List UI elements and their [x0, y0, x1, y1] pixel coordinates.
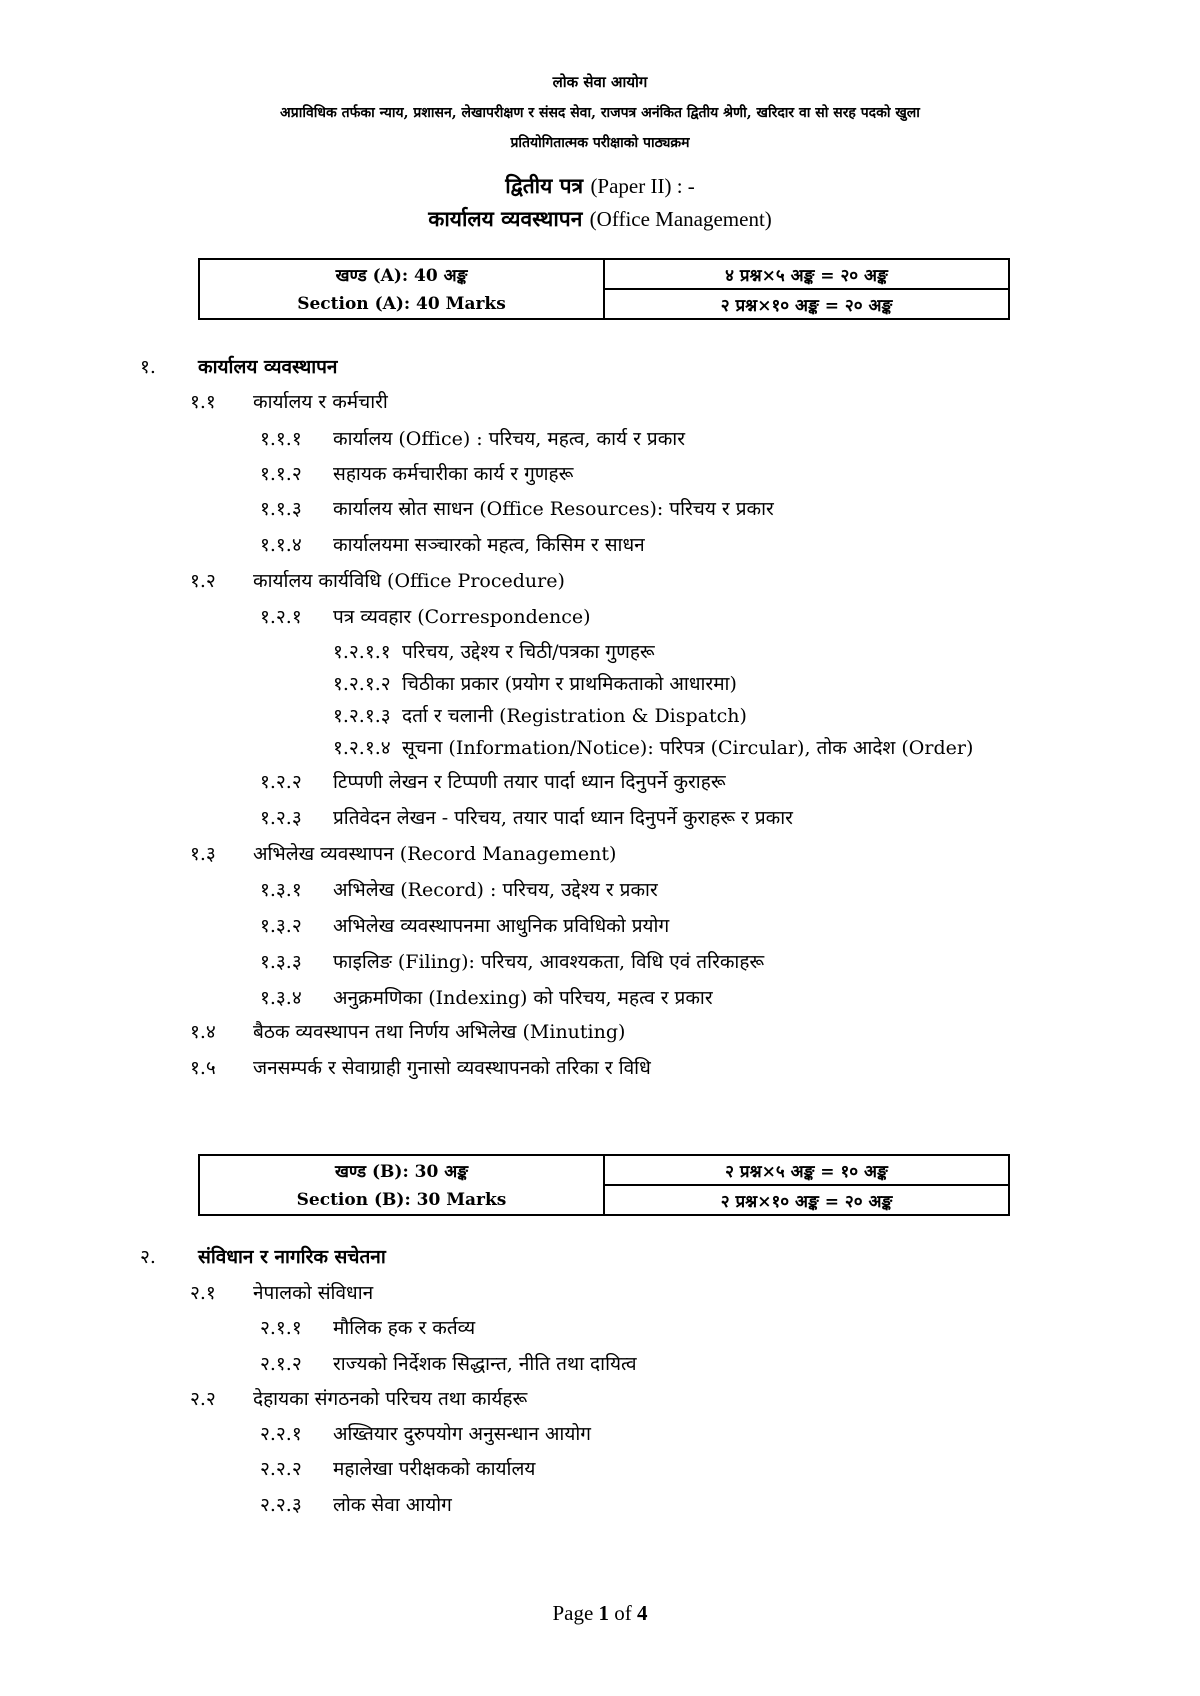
outline-text: परिचय, उद्देश्य र चिठी/पत्रका गुणहरू: [402, 641, 655, 663]
outline-text: महालेखा परीक्षकको कार्यालय: [333, 1458, 536, 1480]
paper-title-np: द्वितीय पत्र: [505, 173, 584, 198]
outline-number: १.३: [190, 843, 216, 865]
outline-number: १.३.१: [260, 879, 302, 901]
outline-number: २.२.१: [260, 1423, 302, 1445]
outline-number: १.३.४: [260, 987, 302, 1009]
syllabus-subtitle-line-1: अप्राविधिक तर्फका न्याय, प्रशासन, लेखापरीक्षण र संसद सेवा, राजपत्र अनंकित द्वितीय श्रेणी, खरिदार वा सो सरह पदको खुला: [280, 105, 920, 121]
outline-number: १.२.१.४: [333, 737, 391, 759]
outline-text: बैठक व्यवस्थापन तथा निर्णय अभिलेख (Minuting): [253, 1021, 626, 1043]
outline-number: १.४: [190, 1021, 216, 1043]
outline-text: कार्यालय र कर्मचारी: [253, 391, 388, 413]
outline-number: २.२.३: [260, 1494, 302, 1516]
outline-text: संविधान र नागरिक सचेतना: [198, 1246, 386, 1268]
footer-current-page: 1: [598, 1601, 610, 1625]
syllabus-subtitle-line-2: प्रतियोगितात्मक परीक्षाको पाठ्यक्रम: [510, 135, 690, 151]
outline-text: मौलिक हक र कर्तव्य: [333, 1317, 476, 1339]
outline-number: १.५: [190, 1057, 216, 1079]
outline-number: १.१.४: [260, 534, 302, 556]
outline-number: १.३.३: [260, 951, 302, 973]
section-b-marks-row-1: २ प्रश्न×५ अङ्क = १० अङ्क: [604, 1155, 1009, 1185]
outline-number: २.१: [190, 1282, 216, 1304]
section-b-label-en: Section (B): 30 Marks: [199, 1185, 604, 1215]
outline-number: २.१.२: [260, 1353, 302, 1375]
outline-number: १.२.३: [260, 807, 302, 829]
paper-title-en: (Paper II) : -: [590, 174, 695, 198]
outline-text: नेपालको संविधान: [253, 1282, 374, 1304]
outline-text: अभिलेख व्यवस्थापन (Record Management): [253, 843, 617, 865]
section-b-marks-row-2: २ प्रश्न×१० अङ्क = २० अङ्क: [604, 1185, 1009, 1215]
footer-page-word: Page: [552, 1601, 594, 1625]
outline-number: १.२.२: [260, 771, 302, 793]
outline-number: १.१.२: [260, 463, 302, 485]
outline-text: अभिलेख (Record) : परिचय, उद्देश्य र प्रकार: [333, 879, 658, 901]
outline-number: १.३.२: [260, 915, 302, 937]
outline-number: १.१: [190, 391, 216, 413]
page-footer: [0, 1601, 1200, 1626]
outline-text: कार्यालयमा सञ्चारको महत्व, किसिम र साधन: [333, 534, 645, 556]
footer-total-pages: 4: [637, 1601, 648, 1625]
outline-number: १.१.१: [260, 428, 302, 450]
subject-title-en: (Office Management): [589, 207, 772, 231]
outline-text: टिप्पणी लेखन र टिप्पणी तयार पार्दा ध्यान दिनुपर्ने कुराहरू: [333, 771, 726, 793]
outline-text: पत्र व्यवहार (Correspondence): [333, 606, 591, 628]
org-title: लोक सेवा आयोग: [552, 73, 648, 91]
outline-number: १.२.१.३: [333, 705, 391, 727]
section-a-marks-row-1: ४ प्रश्न×५ अङ्क = २० अङ्क: [604, 259, 1009, 289]
outline-number: १.२.१: [260, 606, 302, 628]
outline-text: दर्ता र चलानी (Registration & Dispatch): [402, 705, 747, 727]
outline-text: लोक सेवा आयोग: [333, 1494, 452, 1516]
outline-number: २.२.२: [260, 1458, 302, 1480]
section-b-label-np: खण्ड (B): 30 अङ्क: [199, 1155, 604, 1185]
outline-text: कार्यालय व्यवस्थापन: [198, 356, 338, 378]
outline-number: १.: [140, 356, 156, 378]
outline-text: सूचना (Information/Notice): परिपत्र (Circular), तोक आदेश (Order): [402, 737, 974, 759]
outline-text: अनुक्रमणिका (Indexing) को परिचय, महत्व र प्रकार: [333, 987, 713, 1009]
footer-of-word: of: [614, 1601, 632, 1625]
outline-number: २.: [140, 1246, 156, 1268]
outline-number: २.२: [190, 1388, 216, 1410]
outline-text: कार्यालय स्रोत साधन (Office Resources): परिचय र प्रकार: [333, 498, 774, 520]
outline-text: राज्यको निर्देशक सिद्धान्त, नीति तथा दायित्व: [333, 1353, 637, 1375]
outline-number: १.१.३: [260, 498, 302, 520]
outline-text: देहायका संगठनको परिचय तथा कार्यहरू: [253, 1388, 528, 1410]
outline-text: कार्यालय कार्यविधि (Office Procedure): [253, 570, 565, 592]
section-a-label-en: Section (A): 40 Marks: [199, 289, 604, 319]
paper-title: [0, 172, 1200, 200]
outline-text: सहायक कर्मचारीका कार्य र गुणहरू: [333, 463, 574, 485]
subject-title-np: कार्यालय व्यवस्थापन: [428, 206, 583, 231]
outline-text: कार्यालय (Office) : परिचय, महत्व, कार्य र प्रकार: [333, 428, 685, 450]
outline-text: जनसम्पर्क र सेवाग्राही गुनासो व्यवस्थापनको तरिका र विधि: [253, 1057, 651, 1079]
section-a-marks-table: [198, 258, 1010, 320]
outline-number: १.२.१.१: [333, 641, 391, 663]
outline-text: फाइलिङ (Filing): परिचय, आवश्यकता, विधि एवं तरिकाहरू: [333, 951, 765, 973]
outline-text: अख्तियार दुरुपयोग अनुसन्धान आयोग: [333, 1423, 591, 1445]
section-a-marks-row-2: २ प्रश्न×१० अङ्क = २० अङ्क: [604, 289, 1009, 319]
outline-number: २.१.१: [260, 1317, 302, 1339]
outline-text: अभिलेख व्यवस्थापनमा आधुनिक प्रविधिको प्रयोग: [333, 915, 670, 937]
outline-number: १.२.१.२: [333, 673, 391, 695]
outline-number: १.२: [190, 570, 216, 592]
section-b-marks-table: [198, 1154, 1010, 1216]
subject-title: [0, 205, 1200, 233]
outline-text: चिठीका प्रकार (प्रयोग र प्राथमिकताको आधारमा): [402, 673, 737, 695]
outline-text: प्रतिवेदन लेखन - परिचय, तयार पार्दा ध्यान दिनुपर्ने कुराहरू र प्रकार: [333, 807, 793, 829]
section-a-label-np: खण्ड (A): 40 अङ्क: [199, 259, 604, 289]
